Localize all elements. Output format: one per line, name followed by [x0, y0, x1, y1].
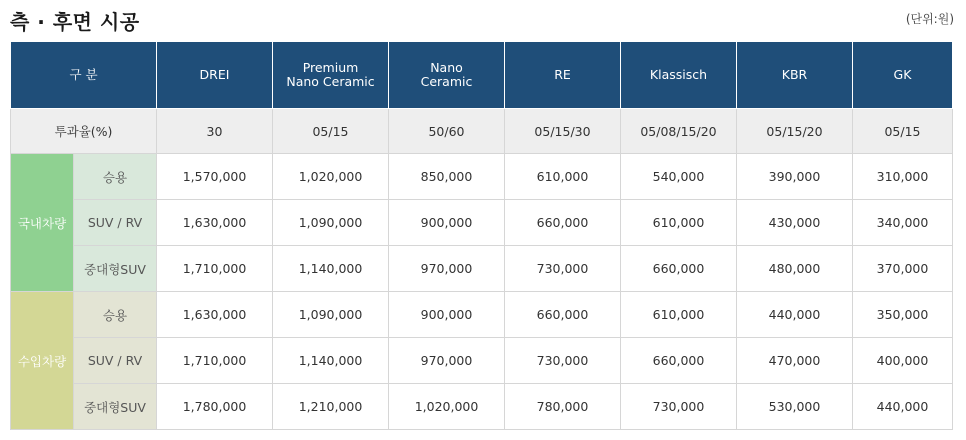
price-cell: 1,140,000 — [273, 338, 389, 384]
table-row — [11, 338, 953, 384]
price-cell: 1,710,000 — [157, 338, 273, 384]
vehicle-category: 수입차량 — [11, 292, 74, 430]
header-product — [389, 42, 505, 109]
table-row — [11, 200, 953, 246]
tint-value: 50/60 — [389, 109, 505, 154]
price-cell: 1,210,000 — [273, 384, 389, 430]
vehicle-type: 중대형SUV — [74, 246, 157, 292]
header-product-line: Nano Ceramic — [286, 74, 375, 89]
price-cell: 780,000 — [505, 384, 621, 430]
tint-label: 투과율(%) — [11, 109, 157, 154]
price-cell: 730,000 — [505, 338, 621, 384]
price-cell: 610,000 — [505, 154, 621, 200]
vehicle-type: SUV / RV — [74, 200, 157, 246]
header-product-line: KBR — [781, 67, 808, 82]
table-row — [11, 292, 953, 338]
price-cell: 1,020,000 — [389, 384, 505, 430]
price-cell: 730,000 — [621, 384, 737, 430]
price-cell: 1,090,000 — [273, 200, 389, 246]
price-cell: 390,000 — [737, 154, 853, 200]
price-cell: 350,000 — [853, 292, 953, 338]
price-cell: 1,630,000 — [157, 292, 273, 338]
header-row — [11, 42, 953, 109]
header-product — [621, 42, 737, 109]
vehicle-type: SUV / RV — [74, 338, 157, 384]
tint-value: 05/15/30 — [505, 109, 621, 154]
price-cell: 610,000 — [621, 200, 737, 246]
table-row — [11, 154, 953, 200]
header-product — [157, 42, 273, 109]
tint-value: 05/15/20 — [737, 109, 853, 154]
price-cell: 730,000 — [505, 246, 621, 292]
price-cell: 660,000 — [505, 292, 621, 338]
price-cell: 1,090,000 — [273, 292, 389, 338]
header-product-line: GK — [893, 67, 912, 82]
header-product-line: RE — [554, 67, 571, 82]
tint-value: 05/15 — [853, 109, 953, 154]
tint-value: 05/08/15/20 — [621, 109, 737, 154]
price-cell: 900,000 — [389, 200, 505, 246]
header-product-line: Premium — [302, 60, 359, 75]
unit-label: (단위:원) — [905, 12, 954, 26]
price-cell: 850,000 — [389, 154, 505, 200]
price-table — [10, 41, 953, 430]
price-cell: 660,000 — [621, 246, 737, 292]
price-cell: 440,000 — [737, 292, 853, 338]
price-cell: 400,000 — [853, 338, 953, 384]
table-row — [11, 246, 953, 292]
header-corner: 구 분 — [11, 42, 157, 109]
header-product — [273, 42, 389, 109]
price-cell: 370,000 — [853, 246, 953, 292]
tint-value: 05/15 — [273, 109, 389, 154]
price-cell: 310,000 — [853, 154, 953, 200]
price-cell: 1,020,000 — [273, 154, 389, 200]
price-cell: 540,000 — [621, 154, 737, 200]
vehicle-category: 국내차량 — [11, 154, 74, 292]
vehicle-type: 승용 — [74, 154, 157, 200]
price-cell: 660,000 — [621, 338, 737, 384]
price-cell: 900,000 — [389, 292, 505, 338]
tint-value: 30 — [157, 109, 273, 154]
header-product-line: Klassisch — [649, 67, 708, 82]
page-title: 측 · 후면 시공 — [10, 10, 140, 34]
price-cell: 480,000 — [737, 246, 853, 292]
price-cell: 1,710,000 — [157, 246, 273, 292]
price-cell: 1,140,000 — [273, 246, 389, 292]
price-cell: 340,000 — [853, 200, 953, 246]
header-product — [505, 42, 621, 109]
vehicle-type: 중대형SUV — [74, 384, 157, 430]
header-product — [737, 42, 853, 109]
price-cell: 1,570,000 — [157, 154, 273, 200]
price-cell: 970,000 — [389, 338, 505, 384]
table-row — [11, 384, 953, 430]
tint-row — [11, 109, 953, 154]
price-cell: 440,000 — [853, 384, 953, 430]
price-cell: 660,000 — [505, 200, 621, 246]
price-cell: 430,000 — [737, 200, 853, 246]
header-product-line: Ceramic — [420, 74, 473, 89]
price-cell: 970,000 — [389, 246, 505, 292]
price-cell: 530,000 — [737, 384, 853, 430]
header-product-line: Nano — [430, 60, 463, 75]
table-body — [11, 109, 953, 430]
price-cell: 1,630,000 — [157, 200, 273, 246]
price-cell: 470,000 — [737, 338, 853, 384]
vehicle-type: 승용 — [74, 292, 157, 338]
header-product-line: DREI — [199, 67, 230, 82]
header-product — [853, 42, 953, 109]
price-cell: 1,780,000 — [157, 384, 273, 430]
price-cell: 610,000 — [621, 292, 737, 338]
